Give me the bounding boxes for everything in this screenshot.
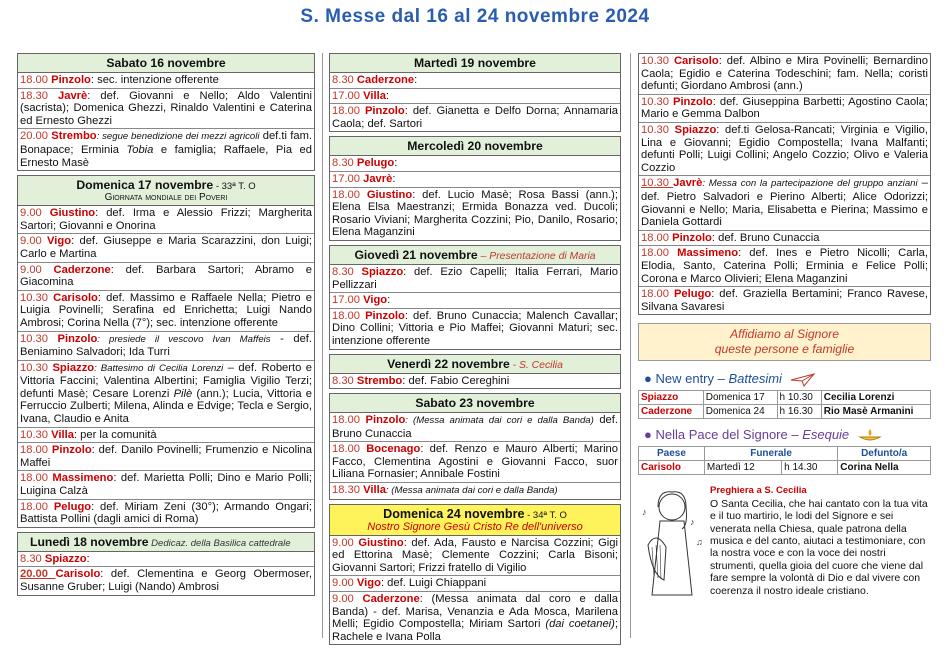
cell-data: Domenica 17 (703, 390, 777, 404)
mass-entry (18, 500, 314, 527)
mass-entry (639, 176, 930, 230)
cell-nome: Cecilia Lorenzi (821, 390, 930, 404)
mass-time: 18.30 (332, 484, 364, 497)
mass-entry (330, 592, 620, 644)
intentions: : def. Miriam Zeni (30°); Armando Ongari; Battista Pollini (dagli amici di Roma) (20, 500, 312, 526)
intentions: : def. Ines e Pietro Nicolli; Carla, Elodia, Santo, Caterina Polli; Erminia e Felice Polli; Corona e Marco Olivieri; Elena Maganzini (641, 247, 928, 285)
intentions: : (86, 552, 90, 565)
entries (330, 374, 620, 389)
cell-nome: Rio Masè Armanini (821, 404, 930, 418)
mass-time: 8.30 (20, 552, 45, 565)
day-box-dom17 (17, 175, 315, 528)
mass-time: 17.00 (332, 89, 364, 102)
parish-name: Javrè (58, 89, 88, 102)
day-header (330, 505, 620, 536)
mass-entry (330, 172, 620, 188)
parish-name: Spiazzo (52, 361, 95, 374)
cell-ora: h 16.30 (777, 404, 821, 418)
cell-ora: h 14.30 (782, 461, 838, 475)
mass-entry (330, 413, 620, 442)
day-title: Domenica 17 novembre (76, 178, 214, 193)
column-divider (322, 53, 323, 638)
cell-data: Domenica 24 (703, 404, 777, 418)
mass-entry (18, 552, 314, 568)
cell-paese: Carisolo (639, 461, 705, 475)
table-row (639, 390, 931, 404)
parish-name: Villa (363, 89, 386, 102)
parish-name: Bocenago (366, 443, 421, 456)
mass-entry (18, 129, 314, 170)
mass-entry (330, 89, 620, 105)
mass-note: : (Messa animata dai cori e dalla Banda) (385, 485, 558, 497)
mass-entry (18, 428, 314, 444)
intentions: : (414, 74, 418, 86)
day-header: Sabato 23 novembre (330, 394, 620, 413)
day-box-dom24 (329, 504, 621, 646)
mass-entry (18, 361, 314, 428)
prayer-body: O Santa Cecilia, che hai cantato con la tua vita e il tuo martirio, le lodi del Signore e sei venerata nella Chiesa, quale patrona della musica e del canto, aiutaci a testimoniare, con la nostra voce e con la voce dei nostri strumenti, quella gioia del cuore che viene dal fare sempre la volontà di Dio e dal vivere con coerenza il nostro ideale cristiano. (710, 497, 928, 597)
parish-name: Vigo (47, 235, 72, 248)
day-box-gio21 (329, 245, 621, 350)
parish-name: Carisolo (53, 291, 98, 304)
prayer-text (710, 485, 930, 597)
intentions: – def. Roberto e Vittoria Faccini; Valentina Albertini; Famiglia Vigilio Terzi; defunti Masè; Cesare Lorenzi (20, 361, 312, 400)
cell-nome: Corina Nella (838, 461, 931, 475)
intentions: : def. Clementina e Georg Obermoser, Susanne Gruber; Luigi (Nando) Ambrosi (20, 568, 312, 593)
parish-name: Javrè (363, 172, 393, 185)
intentions: def.ti fam. Bonapace; Erminia (20, 130, 312, 156)
feast: - S. Cecilia (509, 359, 563, 371)
intentions: : def. Marietta Polli; Dino e Mario Polli; Luigina Calzà (20, 472, 312, 498)
mass-time: 8.30 (332, 265, 362, 278)
entries (18, 552, 314, 595)
intentions-cont: e famiglia; Raffaele, Pia ed Ernesto Masè (20, 143, 312, 169)
prayer-title: Preghiera a S. Cecilia (710, 485, 807, 497)
mass-time: 9.00 (332, 593, 363, 606)
day-box-dom24-cont (638, 53, 931, 315)
parish-name: Pinzolo (365, 309, 405, 322)
mass-time: 8.30 (332, 74, 357, 86)
battesimi-title (644, 371, 931, 387)
section-subtitle: – Esequie (787, 426, 850, 442)
table-row (639, 404, 931, 418)
mass-entry (330, 483, 620, 499)
mass-time: 9.00 (20, 263, 54, 276)
mass-note: : segue benedizione dei mezzi agricoli (96, 131, 260, 143)
intentions: : def. Renzo e Mauro Alberti; Marino Facco, Clementina Agostini e Giovanni Facco, suor Liliana Fornasier; Annibale Fostini (332, 443, 619, 481)
saint-cecilia-illustration (638, 485, 706, 605)
bullet-icon: ● (644, 426, 652, 442)
liturgical-week: - 33ª T. O (213, 181, 256, 193)
mass-entry (330, 442, 620, 483)
parish-name: Carisolo (673, 55, 719, 67)
mass-entry (330, 576, 620, 592)
mass-time: 18.00 (332, 309, 366, 322)
day-box-ven22 (329, 354, 621, 390)
day-header: Martedì 19 novembre (330, 54, 620, 73)
parish-name: Pinzolo (672, 95, 713, 108)
intentions: : def. Ada, Fausto e Narcisa Cozzini; Gigi ed Ettorina Masè; Clemente Cozzini; Carla Bisoni; Giovanni Sartori; Frizzi fratello di Vigilio (332, 536, 618, 574)
intentions: : def. Bruno Cunaccia; Malench Cavallar; Dino Collini; Vittoria e Pio Maffei; Giovanni Maturi; sec. intenzione offerente (332, 309, 619, 347)
intentions: : def. Ezio Capelli; Italia Ferrari, Mario Pellizzari (332, 265, 618, 291)
parish-name: Pinzolo (51, 444, 92, 457)
day-header (330, 355, 620, 374)
intentions: - def. Beniamino Salvadori; Ida Turri (20, 332, 313, 359)
intentions: : def. Graziella Bertamini; Franco Ravese, Silvana Savaresi (641, 288, 928, 313)
column-1 (17, 53, 315, 600)
mass-time: 18.00 (20, 472, 53, 485)
affidiamo-line-2: queste persone e famiglie (714, 342, 855, 357)
day-header (18, 176, 314, 206)
intentions: : def. Lucio Masè; Rosa Bassi (ann.); Elena Elsa Maestranzi; Ermida Bonazza ved. Ducoli; Rosario Viviani; Margherita Cozzini; Pio, Danilo, Rosario; Elena Maganzini (332, 188, 619, 239)
day-title: Giovedì 21 novembre (354, 247, 478, 262)
column-2 (329, 53, 621, 649)
parish-name: Pinzolo (672, 231, 712, 244)
mass-entry (330, 73, 620, 89)
intentions: : (392, 172, 396, 185)
mass-time: 18.00 (20, 74, 52, 86)
intentions: : def. Barbara Sartori; Abramo e Giacomina (20, 263, 312, 289)
intentions: : def. Giuseppe e Maria Scarazzini, don Luigi; Carlo e Martina (20, 235, 312, 260)
intentions: : def. Massimo e Raffaele Nella; Pietro e Luigia Povinelli; Serafina ed Enrichetta; Luigi Nando Ambrosi; Corina Nella (7°); sec. intenzione offerente (20, 291, 312, 329)
mass-entry (639, 287, 930, 314)
intentions: : (387, 294, 391, 307)
mass-entry (18, 263, 314, 291)
parish-name: Caderzone (362, 593, 420, 606)
paper-plane-icon (790, 373, 816, 387)
bullet-icon: ● (644, 371, 652, 387)
parish-name: Spiazzo (361, 265, 404, 278)
mass-entry (18, 291, 314, 332)
feast: – Presentazione di Maria (477, 250, 596, 262)
day-header: Sabato 16 novembre (18, 54, 314, 73)
cell-paese: Caderzone (639, 404, 704, 418)
mass-entry (18, 206, 314, 234)
feast: Nostro Signore Gesù Cristo Re dell'universo (367, 520, 583, 533)
intentions-italic: (dai coetanei) (545, 618, 615, 631)
intentions: : (Messa animata dal coro e dalla Banda) - def. Marisa, Venanzia e Ada Mosca, Marilena Melli; Egidio Compostella; Miriam Sartori (332, 593, 618, 631)
mass-entry (18, 73, 314, 89)
entries (330, 156, 620, 240)
entries (18, 73, 314, 170)
entries (330, 536, 620, 645)
column-divider (630, 53, 631, 638)
mass-entry (330, 188, 620, 240)
intentions: : def. Giuseppina Barbetti; Agostino Caola; Mario e Gemma Dalbon (641, 95, 928, 121)
mass-note: : Messa con la partecipazione del gruppo anziani (702, 178, 918, 190)
svg-text:♪: ♪ (642, 507, 647, 518)
intentions: : def. Gianetta e Delfo Dorna; Annamaria Caola; def. Sartori (332, 105, 618, 130)
mass-time: 18.00 (20, 500, 54, 513)
battesimi-table (638, 390, 931, 419)
day-box-sab23 (329, 393, 621, 500)
parish-name: Vigo (356, 577, 381, 590)
mass-time: 18.00 (20, 444, 52, 457)
entries (330, 413, 620, 499)
mass-time: 17.00 (332, 172, 364, 185)
intentions-cont: ; Rachele e Ivana Polla (332, 618, 618, 643)
entries (330, 265, 620, 349)
oil-lamp-icon (857, 427, 883, 443)
section-title: New entry (655, 371, 715, 387)
mass-entry (639, 95, 930, 123)
entries (330, 73, 620, 131)
mass-time: 20.00 (20, 130, 52, 143)
day-box-sab16 (17, 53, 315, 171)
parish-name: Pinzolo (364, 105, 405, 118)
parish-name: Pinzolo (57, 332, 98, 345)
mass-note: : (Messa animata dai cori e dalla Banda) (405, 415, 594, 427)
mass-entry (18, 443, 314, 471)
affidiamo-line-1: Affidiamo al Signore (729, 327, 840, 342)
day-header: Mercoledì 20 novembre (330, 137, 620, 156)
mass-time: 10.30 (20, 428, 52, 441)
affidiamo-banner (638, 323, 931, 361)
mass-entry (639, 54, 930, 95)
intentions: def. Bruno Cunaccia (332, 414, 618, 440)
entries (18, 206, 314, 527)
mass-time: 9.00 (332, 577, 357, 590)
mass-time: 10.30 (641, 123, 675, 136)
mass-entry (330, 309, 620, 349)
parish-name: Pelugo (356, 157, 395, 170)
column-3 (638, 53, 931, 635)
mass-entry (18, 332, 314, 361)
parish-name: Spiazzo (44, 552, 87, 565)
mass-time: 18.00 (641, 247, 678, 260)
parish-name: Giustino (358, 536, 404, 549)
mass-time: 18.00 (641, 231, 673, 244)
mass-time: 18.00 (332, 443, 367, 456)
mass-time: 18.30 (20, 89, 59, 102)
intentions-italic: Pilè (173, 387, 193, 400)
mass-note: : presiede il vescovo Ivan Maffeis (97, 333, 271, 345)
intentions: – def. Pietro Salvadori e Pierino Alberti; Alice Odorizzi; Giovanni e Nello; Maria, Elisabetta e Pierina; Massimo e Daniela Gottardi (641, 177, 928, 229)
mass-time: 17.00 (332, 294, 364, 307)
esequie-table (638, 446, 931, 475)
parish-name: Pinzolo (51, 74, 91, 86)
parish-name: Spiazzo (674, 123, 717, 136)
entries (639, 54, 930, 314)
intentions: : def.ti Gelosa-Rancati; Virginia e Vigilio, Lina e Giovanni; Egidio Compostella; Ivana Malfanti; defunti Polli; Luigi Collini; Angelo Cozzio; Olivo e Valeria Cozzio (641, 123, 929, 174)
parish-name: Caderzone (53, 263, 111, 276)
mass-entry (639, 231, 930, 247)
mass-entry (639, 123, 930, 176)
mass-time: 10.30 (641, 177, 674, 190)
parish-name: Pelugo (53, 500, 92, 513)
day-title: Domenica 24 novembre (383, 506, 525, 521)
parish-name: Javrè (673, 177, 703, 190)
mass-entry (330, 104, 620, 131)
parish-name: Massimeno (52, 472, 114, 485)
mass-note: : Battesimo di Cecilia Lorenzi (94, 362, 224, 374)
prayer-section (638, 485, 931, 635)
svg-text:♫: ♫ (696, 537, 703, 548)
mass-entry (18, 89, 314, 130)
day-header (18, 533, 314, 552)
parish-name: Massimeno (677, 247, 739, 260)
col-header: Paese (639, 447, 705, 461)
parish-name: Giustino (366, 188, 413, 201)
mass-entry (330, 536, 620, 577)
mass-time: 9.00 (332, 536, 359, 549)
mass-time: 10.30 (20, 291, 54, 304)
page-title: S. Messe dal 16 al 24 novembre 2024 (300, 6, 650, 27)
mass-time: 9.00 (20, 207, 50, 220)
mass-entry (330, 374, 620, 389)
parish-name: Carisolo (55, 568, 101, 581)
cell-data: Martedì 12 (704, 461, 781, 475)
parish-name: Pelugo (673, 288, 712, 301)
parish-name: Caderzone (356, 74, 415, 86)
mass-time: 18.00 (332, 188, 367, 201)
day-subtitle: Giornata mondiale dei Poveri (104, 192, 228, 204)
esequie-title (644, 427, 931, 444)
day-header (330, 246, 620, 265)
day-box-mer20 (329, 136, 621, 241)
mass-entry (330, 293, 620, 309)
cell-ora: h 10.30 (777, 390, 821, 404)
feast: Dedicaz. della Basilica cattedrale (148, 537, 291, 549)
parish-name: Villa (363, 484, 386, 497)
col-header: Defunto/a (838, 447, 931, 461)
cell-paese: Spiazzo (639, 390, 704, 404)
mass-entry (330, 265, 620, 293)
intentions: : def. Danilo Povinelli; Frumenzio e Nicolina Maffei (20, 444, 312, 469)
intentions: : def. Luigi Chiappani (380, 577, 487, 590)
day-title: Venerdì 22 novembre (387, 356, 510, 371)
intentions: : def. Giovanni e Nello; Aldo Valentini (sacrista); Domenica Ghezzi, Rinaldo Valentini e Caterina ed Ernesto Ghezzi (20, 89, 312, 127)
section-subtitle: – Battesimi (714, 371, 782, 387)
mass-entry (18, 234, 314, 262)
mass-time: 18.00 (332, 105, 365, 118)
svg-text:♪: ♪ (690, 517, 695, 528)
mass-time: 10.30 (641, 95, 673, 108)
mass-entry (18, 567, 314, 594)
intentions: : per la comunità (73, 428, 157, 441)
intentions: : (385, 89, 390, 102)
mass-time: 18.00 (641, 288, 674, 301)
day-box-mar19 (329, 53, 621, 132)
parish-name: Strembo (51, 130, 97, 143)
col-header: Funerale (704, 447, 837, 461)
parish-name: Giustino (49, 207, 96, 220)
parish-name: Vigo (363, 294, 388, 307)
intentions-italic: Tobia (126, 143, 154, 156)
intentions-cont: (ann.); Lucia, Vittoria e Ferruccio Zulberti; Milena, Alinda e Edvige; Tecla e Sergio, Ivana, Claudio e Anita (20, 387, 312, 426)
mass-time: 10.30 (20, 332, 58, 345)
mass-entry (18, 471, 314, 499)
mass-entry (330, 156, 620, 172)
mass-entry (639, 246, 930, 287)
liturgical-week: - 34ª T. O (524, 509, 567, 521)
intentions: : (394, 157, 398, 170)
intentions: : def. Fabio Cereghini (402, 374, 510, 387)
mass-time: 18.00 (332, 414, 366, 427)
day-box-lun18 (17, 532, 315, 596)
mass-time: 20.00 (20, 568, 56, 581)
intentions: : sec. intenzione offerente (90, 74, 219, 86)
section-title: Nella Pace del Signore (655, 426, 788, 442)
parish-name: Villa (51, 428, 74, 441)
intentions: : def. Bruno Cunaccia (711, 231, 820, 244)
table-row (639, 461, 931, 475)
mass-time: 10.30 (641, 55, 674, 67)
mass-time: 9.00 (20, 235, 48, 248)
parish-name: Strembo (356, 374, 403, 387)
intentions: : def. Irma e Alessio Frizzi; Margherita Sartori; Giovanni e Onorina (20, 207, 313, 232)
mass-time: 10.30 (20, 361, 53, 374)
day-title: Lunedì 18 novembre (30, 534, 149, 549)
mass-time: 8.30 (332, 157, 357, 170)
intentions: : def. Albino e Mira Povinelli; Bernardino Caola; Egidio e Caterina Todeschini; fam. Nella; coristi defunti; Giordano Ambrosi (ann.) (641, 55, 928, 93)
mass-time: 8.30 (332, 374, 357, 387)
parish-name: Pinzolo (365, 414, 406, 427)
